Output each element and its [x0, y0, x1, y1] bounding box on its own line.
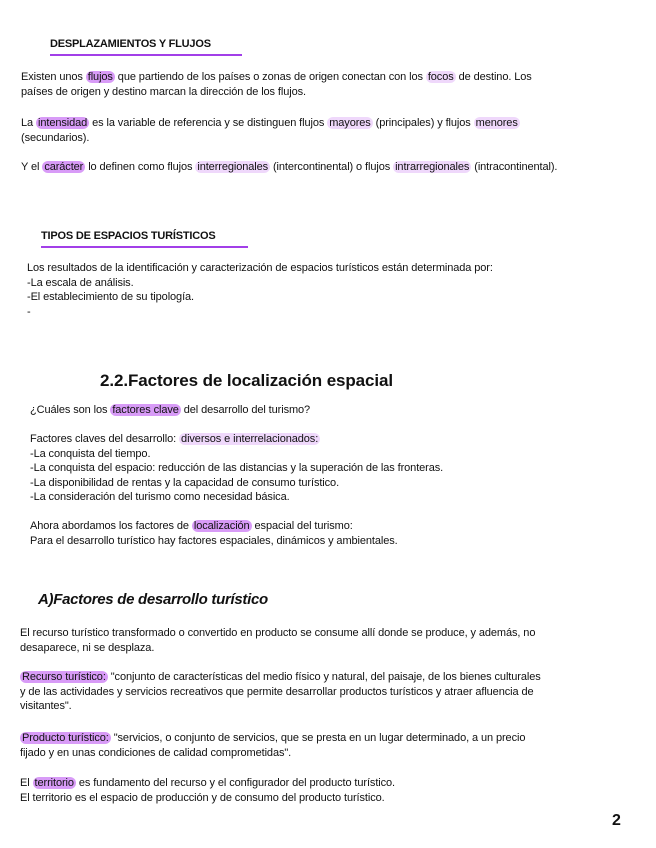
highlight-diversos: diversos e interrelacionados: — [181, 433, 319, 445]
section-title-factores: 2.2.Factores de localización espacial — [100, 371, 393, 390]
highlight-producto-turistico: Producto turístico: — [22, 732, 109, 744]
paragraph-recurso-turistico — [20, 670, 541, 714]
highlight-menores: menores — [475, 117, 518, 129]
paragraph-recurso-transformado — [20, 626, 535, 655]
text-line: y de las actividades y servicios recreativos que permite desarrollar productos turísticos y atraer afluencia de — [20, 685, 534, 698]
text: espacial del turismo: — [251, 520, 353, 532]
highlight-focos: focos — [427, 71, 454, 83]
text: que partiendo de los países o zonas de origen conectan con los — [114, 71, 426, 83]
text: (intracontinental). — [471, 161, 558, 173]
highlight-flujos: flujos — [87, 71, 113, 83]
paragraph-producto-turistico — [20, 731, 525, 760]
list-item: -La disponibilidad de rentas y la capacidad de consumo turístico. — [30, 476, 340, 489]
text: es la variable de referencia y se distinguen flujos — [89, 117, 328, 129]
paragraph-intensidad — [21, 116, 520, 145]
text: La — [21, 117, 36, 129]
highlight-factores-clave: factores clave — [112, 404, 179, 416]
text: ¿Cuáles son los — [30, 404, 111, 416]
text: "conjunto de características del medio físico y natural, del paisaje, de los bienes culturales — [107, 671, 541, 683]
page-number: 2 — [612, 812, 621, 829]
list-item: -La escala de análisis. — [27, 276, 134, 289]
text-line: El territorio es el espacio de producción y de consumo del producto turístico. — [20, 791, 385, 804]
highlight-recurso-turistico: Recurso turístico: — [22, 671, 106, 683]
text-line: países de origen y destino marcan la dirección de los flujos. — [21, 85, 306, 98]
text: (intercontinental) o flujos — [270, 161, 394, 173]
text: Factores claves del desarrollo: — [30, 433, 180, 445]
text-line: Los resultados de la identificación y caracterización de espacios turísticos están determinada por: — [27, 262, 493, 274]
list-item: - — [27, 305, 31, 318]
highlight-intrarregionales: intrarregionales — [395, 161, 470, 173]
text: Existen unos — [21, 71, 86, 83]
text-line: (secundarios). — [21, 131, 90, 144]
section-heading-desplazamientos: DESPLAZAMIENTOS Y FLUJOS — [50, 37, 242, 56]
paragraph-tipos — [27, 261, 493, 319]
list-item: -La consideración del turismo como necesidad básica. — [30, 491, 290, 503]
paragraph-factores — [30, 403, 443, 548]
paragraph-flujos — [21, 70, 532, 99]
text: Ahora abordamos los factores de — [30, 520, 192, 532]
highlight-interregionales: interregionales — [197, 161, 269, 173]
text: (principales) y flujos — [372, 117, 474, 129]
text: del desarrollo del turismo? — [180, 404, 311, 416]
paragraph-territorio — [20, 776, 395, 805]
paragraph-caracter — [21, 160, 557, 175]
text-line: Para el desarrollo turístico hay factores espaciales, dinámicos y ambientales. — [30, 534, 398, 547]
highlight-intensidad: intensidad — [38, 117, 88, 129]
text: lo definen como flujos — [85, 161, 196, 173]
section-heading-tipos: TIPOS DE ESPACIOS TURÍSTICOS — [41, 229, 248, 248]
highlight-localizacion: localización — [193, 520, 250, 532]
list-item: -La conquista del tiempo. — [30, 447, 151, 460]
highlight-caracter: carácter — [44, 161, 84, 173]
text: es fundamento del recurso y el configurador del producto turístico. — [75, 777, 395, 789]
list-item: -El establecimiento de su tipología. — [27, 291, 194, 303]
text-line: fijado y en unas condiciones de calidad comprometidas". — [20, 746, 292, 759]
text-line: visitantes". — [20, 700, 72, 712]
text-line: desaparece, ni se desplaza. — [20, 641, 155, 654]
subsection-title-desarrollo: A)Factores de desarrollo turístico — [38, 591, 268, 608]
text: El — [20, 777, 33, 789]
list-item: -La conquista del espacio: reducción de las distancias y la superación de las fronteras. — [30, 462, 444, 474]
text: "servicios, o conjunto de servicios, que se presta en un lugar determinado, a un precio — [110, 732, 526, 744]
text: de destino. Los — [455, 71, 532, 83]
text-line: El recurso turístico transformado o convertido en producto se consume allí donde se produce, y además, no — [20, 627, 536, 639]
text: Y el — [21, 161, 43, 173]
highlight-mayores: mayores — [329, 117, 371, 129]
highlight-territorio: territorio — [34, 777, 74, 789]
